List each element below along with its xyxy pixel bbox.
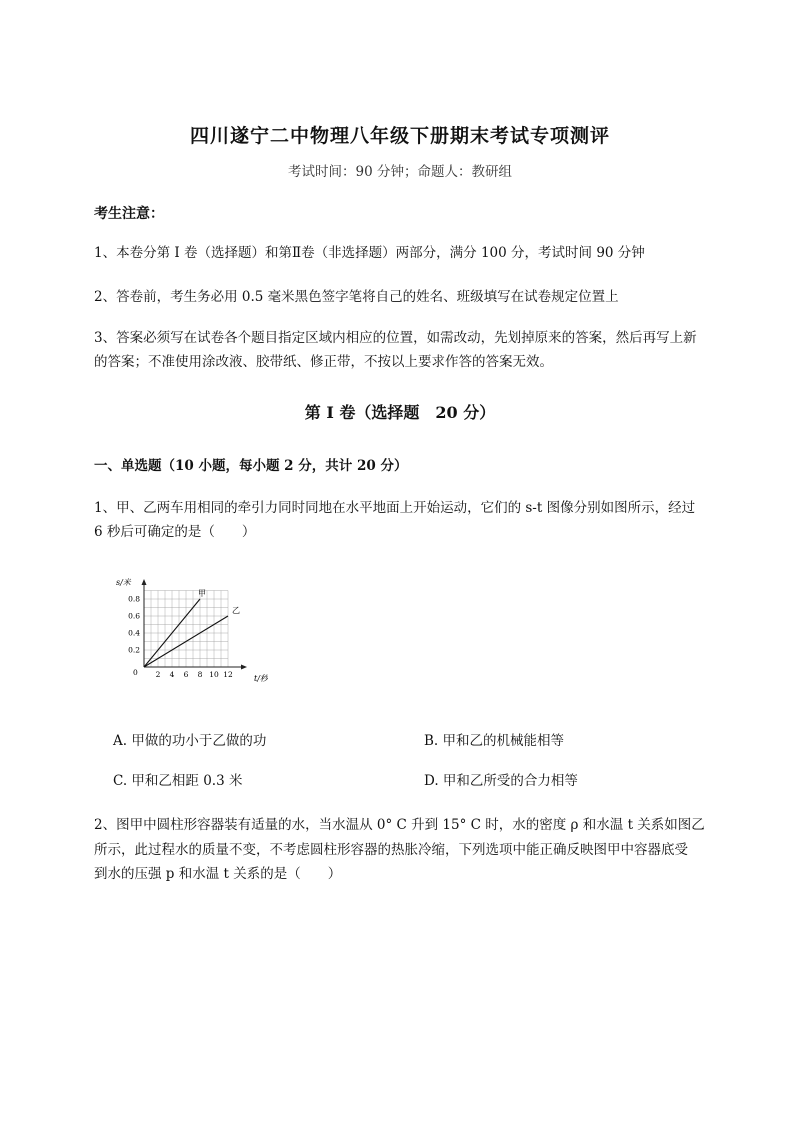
- chart-grid: [144, 591, 228, 668]
- y-axis-label: s/米: [116, 578, 131, 587]
- question-2-text-continued: 所示，此过程水的质量不变，不考虑圆柱形容器的热胀冷缩，下列选项中能正确反映图甲中容器底受: [94, 842, 688, 858]
- question-2-text-continued: 到水的压强 p 和水温 t 关系的是（ ）: [94, 866, 342, 882]
- x-tick-label: 8: [197, 670, 203, 679]
- series-label: 甲: [198, 589, 206, 598]
- y-tick-label: 0.8: [128, 594, 140, 604]
- notice-item-continued: 的答案；不准使用涂改液、胶带纸、修正带，不按以上要求作答的答案无效。: [94, 354, 553, 370]
- x-tick-label: 6: [183, 670, 189, 679]
- x-axis-arrow: [241, 665, 247, 670]
- notice-item: 1、本卷分第 I 卷（选择题）和第Ⅱ卷（非选择题）两部分，满分 100 分，考试时间 90 分钟: [94, 245, 645, 261]
- question-1-text-continued: 6 秒后可确定的是（ ）: [94, 524, 256, 540]
- chart-series: [144, 589, 240, 667]
- option-b[interactable]: B. 甲和乙的机械能相等: [424, 733, 565, 749]
- option-c[interactable]: C. 甲和乙相距 0.3 米: [113, 773, 243, 789]
- y-axis-arrow: [142, 579, 147, 585]
- page-title: 四川遂宁二中物理八年级下册期末考试专项测评: [189, 125, 610, 147]
- notice-heading: 考生注意：: [94, 206, 164, 222]
- question-2-text: 2、图甲中圆柱形容器装有适量的水，当水温从 0° C 升到 15° C 时，水的密度 ρ 和水温 t 关系如图乙: [94, 817, 705, 833]
- st-graph: [108, 577, 268, 687]
- option-a[interactable]: A. 甲做的功小于乙做的功: [113, 733, 267, 749]
- notice-item: 2、答卷前，考生务必用 0.5 毫米黑色签字笔将自己的姓名、班级填写在试卷规定位置上: [94, 289, 619, 305]
- section-title: 第 I 卷（选择题 20 分）: [304, 403, 496, 422]
- x-tick-label: 4: [169, 670, 175, 679]
- series-label: 乙: [232, 606, 240, 615]
- notice-item: 3、答案必须写在试卷各个题目指定区域内相应的位置，如需改动，先划掉原来的答案，然后再写上新: [94, 330, 697, 346]
- x-axis-label: t/秒: [254, 674, 268, 683]
- y-tick-label: 0.6: [128, 611, 140, 621]
- x-tick-label: 12: [223, 670, 233, 679]
- x-tick-label: 10: [209, 670, 219, 679]
- origin-label: 0: [133, 668, 138, 677]
- x-tick-label: 2: [155, 670, 161, 679]
- exam-info: 考试时间：90 分钟；命题人：教研组: [288, 164, 512, 180]
- y-tick-label: 0.2: [128, 645, 140, 655]
- question-1-text: 1、甲、乙两车用相同的牵引力同时同地在水平地面上开始运动，它们的 s-t 图像分别如图所示，经过: [94, 500, 696, 516]
- chart-axes: [142, 579, 248, 670]
- option-d[interactable]: D. 甲和乙所受的合力相等: [424, 773, 578, 789]
- question-group-heading: 一、单选题（10 小题，每小题 2 分，共计 20 分）: [94, 458, 408, 474]
- y-tick-label: 0.4: [128, 628, 140, 638]
